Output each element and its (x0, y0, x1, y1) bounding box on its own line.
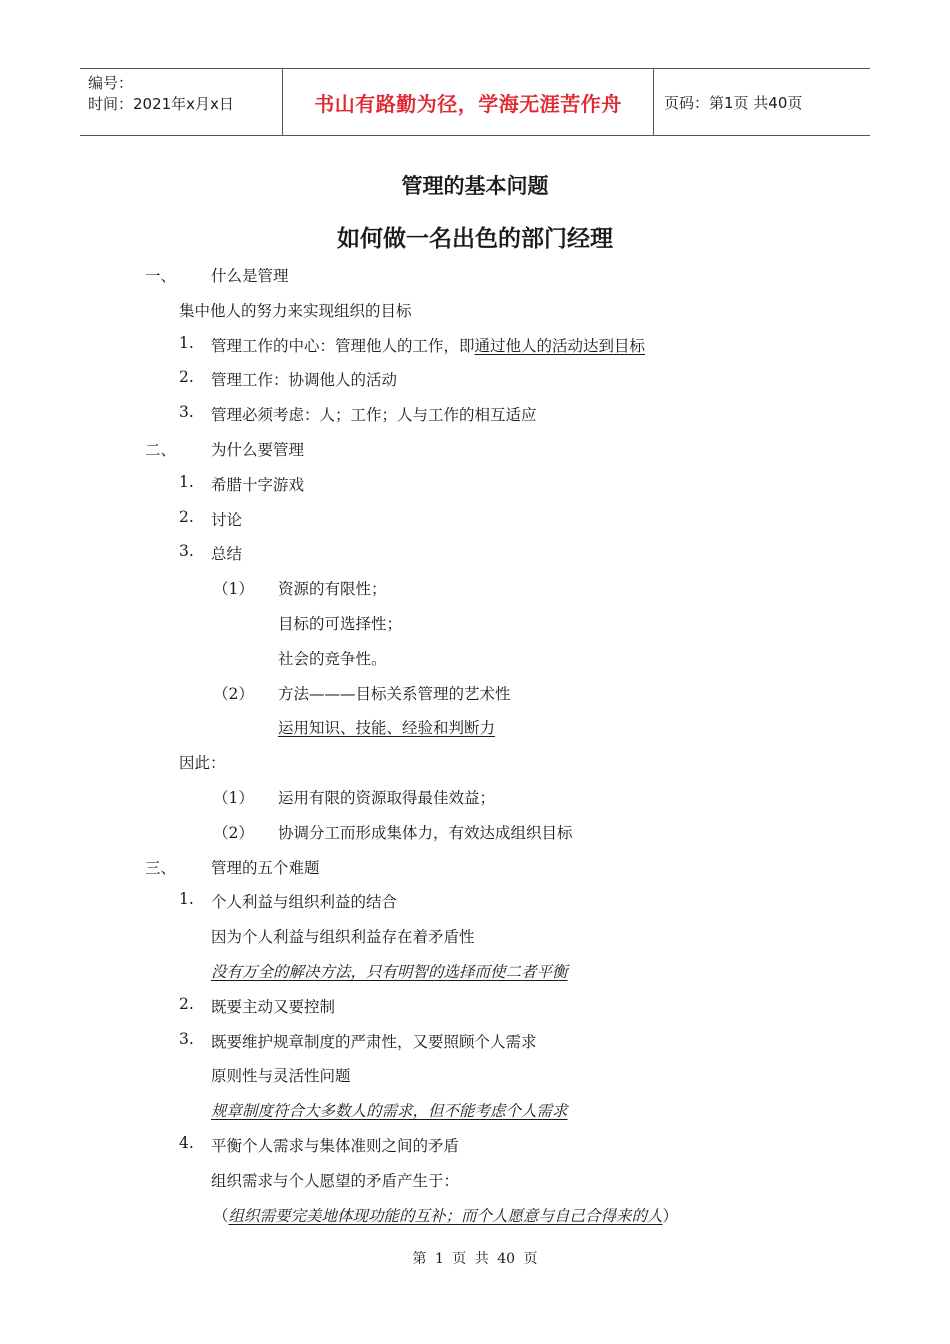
line-marker: 1. (179, 333, 194, 352)
page-header (80, 68, 870, 136)
doc-line (0, 362, 950, 397)
open-paren: （ (213, 1206, 229, 1225)
number-label: 编号： (88, 74, 134, 92)
doc-line (0, 815, 950, 850)
line-text-underlined: 运用知识、技能、经验和判断力 (278, 719, 496, 738)
line-text: 运用有限的资源取得最佳效益； (278, 788, 496, 807)
doc-line (0, 850, 950, 885)
line-text: 既要主动又要控制 (211, 997, 336, 1016)
line-marker: （2） (213, 823, 254, 842)
line-marker: 2. (179, 994, 194, 1013)
line-text-emphasis: 规章制度符合大多数人的需求，但不能考虑个人需求 (211, 1102, 568, 1121)
time-label: 时间：2021年x月x日 (88, 95, 234, 113)
line-text: 集中他人的努力来实现组织的目标 (179, 301, 412, 320)
doc-line (0, 397, 950, 432)
line-marker: 3. (179, 1029, 194, 1048)
line-text-underlined: 通过他人的活动达到目标 (474, 336, 646, 355)
line-text (211, 334, 645, 356)
doc-line (0, 1198, 950, 1233)
line-text: 希腊十字游戏 (211, 475, 305, 494)
line-marker: 2. (179, 368, 194, 387)
line-text: 因为个人利益与组织利益存在着矛盾性 (211, 928, 475, 947)
page-subtitle: 如何做一名出色的部门经理 (337, 226, 613, 252)
line-text: 既要维护规章制度的严肃性，又要照顾个人需求 (211, 1032, 537, 1051)
line-marker: 一、 (145, 267, 177, 285)
line-marker: 3. (179, 403, 194, 422)
line-text: 什么是管理 (211, 267, 289, 285)
doc-line (0, 1058, 950, 1093)
doc-line (0, 606, 950, 641)
doc-line (0, 919, 950, 954)
page-footer: 第 1 页 共 40 页 (412, 1251, 538, 1267)
doc-line (0, 328, 950, 363)
doc-line (0, 1093, 950, 1128)
line-marker: 二、 (145, 440, 177, 459)
doc-line (0, 571, 950, 606)
line-marker: 3. (179, 542, 194, 561)
line-marker: 1. (179, 472, 194, 491)
doc-line (0, 502, 950, 537)
line-text: 个人利益与组织利益的结合 (211, 893, 398, 912)
header-motto-cell (282, 69, 654, 135)
doc-line (0, 432, 950, 467)
line-marker: 2. (179, 507, 194, 526)
page-title: 管理的基本问题 (401, 174, 549, 198)
line-text: 组织需求与个人愿望的矛盾产生于： (211, 1171, 460, 1190)
line-text: 平衡个人需求与集体准则之间的矛盾 (211, 1136, 460, 1155)
doc-line (0, 954, 950, 989)
header-info (80, 69, 282, 135)
line-text: 讨论 (211, 510, 243, 529)
line-marker: （2） (213, 684, 254, 703)
line-text: 管理工作：协调他人的活动 (211, 371, 398, 390)
line-text: 管理必须考虑：人；工作；人与工作的相互适应 (211, 406, 537, 425)
line-text: 社会的竞争性。 (278, 649, 387, 668)
line-text: 管理的五个难题 (211, 858, 320, 877)
header-page-info (654, 69, 870, 135)
doc-line (0, 780, 950, 815)
doc-line (0, 536, 950, 571)
line-text: 协调分工而形成集体力，有效达成组织目标 (278, 823, 573, 842)
motto: 书山有路勤为径，学海无涯苦作舟 (314, 91, 622, 116)
doc-line (0, 710, 950, 745)
doc-line (0, 676, 950, 711)
line-text: 为什么要管理 (211, 440, 305, 459)
doc-line (0, 884, 950, 919)
document-body (0, 258, 950, 1232)
doc-line (0, 258, 950, 293)
doc-line (0, 1163, 950, 1198)
line-text: 原则性与灵活性问题 (211, 1067, 351, 1086)
doc-line (0, 467, 950, 502)
line-text-emphasis: 没有万全的解决方法，只有明智的选择而使二者平衡 (211, 962, 568, 981)
line-text-emphasis: 组织需要完美地体现功能的互补；而个人愿意与自己合得来的人 (228, 1206, 663, 1225)
line-text: 目标的可选择性； (278, 614, 403, 633)
doc-line (0, 1128, 950, 1163)
line-text-plain: 管理工作的中心：管理他人的工作，即 (211, 336, 475, 355)
line-marker: 三、 (145, 858, 177, 877)
line-text: 方法———目标关系管理的艺术性 (278, 684, 511, 703)
close-paren: ） (662, 1206, 679, 1225)
line-marker: （1） (213, 580, 254, 599)
line-marker: 4. (179, 1133, 194, 1152)
line-text: 因此： (179, 754, 226, 773)
doc-line (0, 745, 950, 780)
line-text: 总结 (211, 545, 243, 564)
line-text: 资源的有限性； (278, 580, 387, 599)
line-marker: 1. (179, 890, 194, 909)
doc-line (0, 1024, 950, 1059)
line-text (213, 1204, 678, 1226)
page-info: 页码：第1页 共40页 (664, 93, 803, 112)
line-marker: （1） (213, 788, 254, 807)
doc-line (0, 641, 950, 676)
doc-line (0, 293, 950, 328)
doc-line (0, 989, 950, 1024)
